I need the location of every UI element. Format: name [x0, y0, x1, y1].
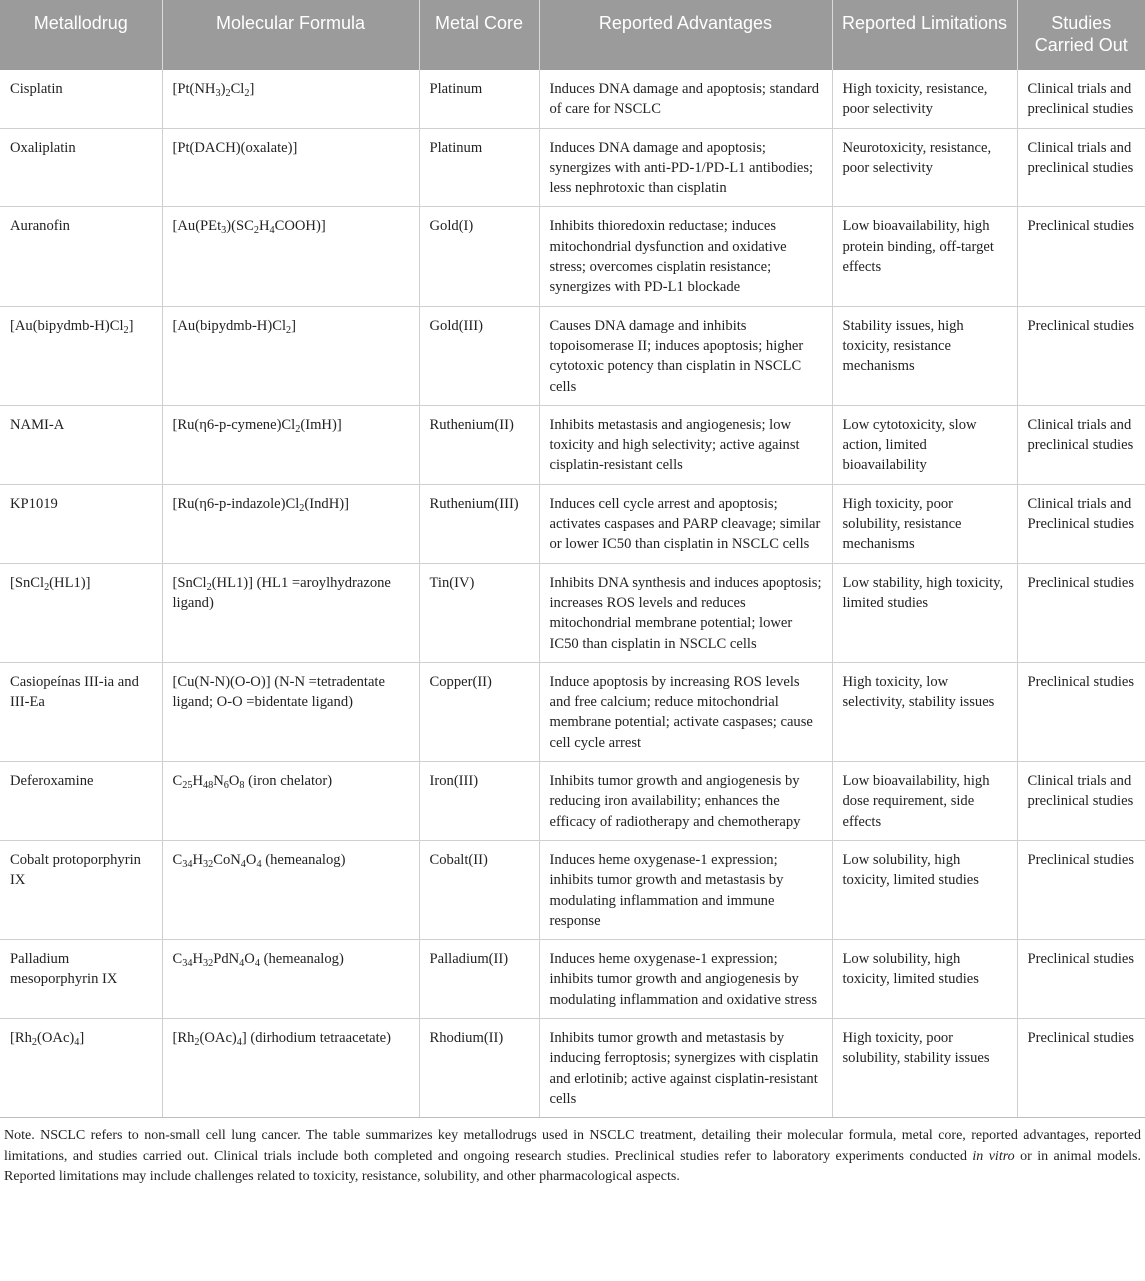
- cell-metallodrug: KP1019: [0, 484, 162, 563]
- table-row: [0, 1018, 1145, 1117]
- table-body: [0, 70, 1145, 1118]
- cell-studies-carried-out: Preclinical studies: [1017, 940, 1145, 1019]
- cell-metal-core: Ruthenium(II): [419, 405, 539, 484]
- cell-molecular-formula: [Pt(DACH)(oxalate)]: [162, 128, 419, 207]
- cell-metallodrug: Cobalt protoporphyrin IX: [0, 840, 162, 939]
- cell-reported-limitations: High toxicity, poor solubility, stability issues: [832, 1018, 1017, 1117]
- cell-molecular-formula: [Cu(N-N)(O-O)] (N-N =tetradentate ligand; O-O =bidentate ligand): [162, 662, 419, 761]
- table-note: [0, 1118, 1145, 1188]
- cell-molecular-formula: $[Pt(NH_3)_2Cl_2]$: [162, 70, 419, 128]
- cell-studies-carried-out: Clinical trials and Preclinical studies: [1017, 484, 1145, 563]
- table-row: [0, 128, 1145, 207]
- cell-studies-carried-out: Preclinical studies: [1017, 306, 1145, 405]
- cell-metallodrug: Oxaliplatin: [0, 128, 162, 207]
- cell-reported-limitations: Neurotoxicity, resistance, poor selectivity: [832, 128, 1017, 207]
- cell-metallodrug: Deferoxamine: [0, 762, 162, 841]
- table-row: [0, 762, 1145, 841]
- table-row: [0, 662, 1145, 761]
- cell-reported-advantages: Inhibits DNA synthesis and induces apoptosis; increases ROS levels and reduces mitochondrial membrane potential; lower IC50 than cisplatin in NSCLC cells: [539, 563, 832, 662]
- cell-metal-core: Iron(III): [419, 762, 539, 841]
- cell-reported-advantages: Induces heme oxygenase-1 expression; inhibits tumor growth and angiogenesis by modulating inflammation and oxidative stress: [539, 940, 832, 1019]
- cell-metallodrug: Casiopeínas III-ia and III-Ea: [0, 662, 162, 761]
- cell-reported-limitations: Stability issues, high toxicity, resistance mechanisms: [832, 306, 1017, 405]
- cell-reported-limitations: High toxicity, poor solubility, resistance mechanisms: [832, 484, 1017, 563]
- cell-studies-carried-out: Clinical trials and preclinical studies: [1017, 762, 1145, 841]
- cell-reported-advantages: Causes DNA damage and inhibits topoisomerase II; induces apoptosis; higher cytotoxic potency than cisplatin in NSCLC cells: [539, 306, 832, 405]
- cell-reported-advantages: Induces DNA damage and apoptosis; synergizes with anti-PD-1/PD-L1 antibodies; less nephrotoxic than cisplatin: [539, 128, 832, 207]
- cell-molecular-formula: $[Au(PEt_3)(SC_2H_4COOH)]$: [162, 207, 419, 306]
- cell-reported-advantages: Induces heme oxygenase-1 expression; inhibits tumor growth and metastasis by modulating inflammation and immune response: [539, 840, 832, 939]
- cell-reported-limitations: High toxicity, low selectivity, stability issues: [832, 662, 1017, 761]
- header-metal-core: Metal Core: [419, 0, 539, 70]
- cell-studies-carried-out: Preclinical studies: [1017, 563, 1145, 662]
- cell-reported-advantages: Induce apoptosis by increasing ROS levels and free calcium; reduce mitochondrial membrane potential; activate caspases; cause cell cycle arrest: [539, 662, 832, 761]
- cell-metal-core: Platinum: [419, 128, 539, 207]
- cell-reported-limitations: Low solubility, high toxicity, limited studies: [832, 840, 1017, 939]
- cell-molecular-formula: $[Ru(\eta 6-p-indazole)Cl_2(IndH)]$: [162, 484, 419, 563]
- cell-molecular-formula: $[Rh_2(OAc)_4]$ (dirhodium tetraacetate): [162, 1018, 419, 1117]
- cell-metallodrug: Palladium mesoporphyrin IX: [0, 940, 162, 1019]
- cell-metallodrug: $[Rh_2(OAc)_4]$: [0, 1018, 162, 1117]
- cell-studies-carried-out: Clinical trials and preclinical studies: [1017, 70, 1145, 128]
- table-header: [0, 0, 1145, 70]
- cell-metal-core: Gold(III): [419, 306, 539, 405]
- cell-reported-advantages: Inhibits metastasis and angiogenesis; low toxicity and high selectivity; active against cisplatin-resistant cells: [539, 405, 832, 484]
- cell-metal-core: Palladium(II): [419, 940, 539, 1019]
- header-reported-advantages: Reported Advantages: [539, 0, 832, 70]
- cell-metallodrug: Auranofin: [0, 207, 162, 306]
- cell-studies-carried-out: Clinical trials and preclinical studies: [1017, 405, 1145, 484]
- cell-reported-advantages: Induces DNA damage and apoptosis; standard of care for NSCLC: [539, 70, 832, 128]
- header-studies-carried-out: Studies Carried Out: [1017, 0, 1145, 70]
- cell-metal-core: Cobalt(II): [419, 840, 539, 939]
- cell-metallodrug: NAMI-A: [0, 405, 162, 484]
- cell-reported-limitations: Low stability, high toxicity, limited studies: [832, 563, 1017, 662]
- table-row: [0, 484, 1145, 563]
- cell-reported-advantages: Inhibits tumor growth and angiogenesis by reducing iron availability; enhances the efficacy of radiotherapy and chemotherapy: [539, 762, 832, 841]
- cell-studies-carried-out: Preclinical studies: [1017, 207, 1145, 306]
- cell-metallodrug: Cisplatin: [0, 70, 162, 128]
- table-row: [0, 70, 1145, 128]
- cell-metal-core: Ruthenium(III): [419, 484, 539, 563]
- cell-reported-limitations: Low bioavailability, high protein binding, off-target effects: [832, 207, 1017, 306]
- header-row: [0, 0, 1145, 70]
- cell-studies-carried-out: Preclinical studies: [1017, 840, 1145, 939]
- cell-molecular-formula: $[Au(bipydmb-H)Cl_2]$: [162, 306, 419, 405]
- cell-metal-core: Platinum: [419, 70, 539, 128]
- cell-reported-advantages: Inhibits thioredoxin reductase; induces mitochondrial dysfunction and oxidative stress; overcomes cisplatin resistance; synergizes with PD-L1 blockade: [539, 207, 832, 306]
- table-row: [0, 207, 1145, 306]
- cell-reported-advantages: Inhibits tumor growth and metastasis by inducing ferroptosis; synergizes with cisplatin and erlotinib; active against cisplatin-resistant cells: [539, 1018, 832, 1117]
- cell-reported-limitations: Low cytotoxicity, slow action, limited bioavailability: [832, 405, 1017, 484]
- table-row: [0, 840, 1145, 939]
- table-row: [0, 405, 1145, 484]
- cell-metallodrug: [SnCl$_2$(HL1)]: [0, 563, 162, 662]
- cell-metal-core: Rhodium(II): [419, 1018, 539, 1117]
- header-metallodrug: Metallodrug: [0, 0, 162, 70]
- cell-metallodrug: $[Au(bipydmb-H)Cl_2]$: [0, 306, 162, 405]
- header-reported-limitations: Reported Limitations: [832, 0, 1017, 70]
- cell-studies-carried-out: Preclinical studies: [1017, 1018, 1145, 1117]
- table-row: [0, 940, 1145, 1019]
- cell-molecular-formula: $C_{25}H_{48}N_6O_8$ (iron chelator): [162, 762, 419, 841]
- table-row: [0, 306, 1145, 405]
- cell-studies-carried-out: Preclinical studies: [1017, 662, 1145, 761]
- table-row: [0, 563, 1145, 662]
- cell-molecular-formula: $C_{34}H_{32}PdN_4O_4$ (hemeanalog): [162, 940, 419, 1019]
- note-text-start: Note. NSCLC refers to non-small cell lung cancer. The table summarizes key metallodrugs used in NSCLC treatment, detailing their molecular formula, metal core, reported advantages, reported limitations, and studies carried out. Clinical trials include both completed and ongoing research studies. Preclinical studies refer to laboratory experiments conducted: [4, 1128, 1141, 1164]
- note-text-end: or in animal models. Reported limitations may include challenges related to toxicity, resistance, solubility, and other pharmacological aspects.: [4, 1148, 1142, 1185]
- cell-molecular-formula: $[Ru(\eta 6-p-cymene)Cl_2(ImH)]$: [162, 405, 419, 484]
- cell-reported-limitations: High toxicity, resistance, poor selectivity: [832, 70, 1017, 128]
- cell-metal-core: Tin(IV): [419, 563, 539, 662]
- cell-metal-core: Copper(II): [419, 662, 539, 761]
- cell-reported-limitations: Low solubility, high toxicity, limited studies: [832, 940, 1017, 1019]
- cell-reported-limitations: Low bioavailability, high dose requirement, side effects: [832, 762, 1017, 841]
- cell-metal-core: Gold(I): [419, 207, 539, 306]
- note-italic-in-vitro: in vitro: [972, 1148, 1015, 1164]
- cell-molecular-formula: $C_{34}H_{32}CoN_4O_4$ (hemeanalog): [162, 840, 419, 939]
- cell-molecular-formula: [SnCl$_2$(HL1)] (HL1 =aroylhydrazone ligand): [162, 563, 419, 662]
- cell-reported-advantages: Induces cell cycle arrest and apoptosis; activates caspases and PARP cleavage; similar or lower IC50 than cisplatin in NSCLC cells: [539, 484, 832, 563]
- cell-studies-carried-out: Clinical trials and preclinical studies: [1017, 128, 1145, 207]
- header-molecular-formula: Molecular Formula: [162, 0, 419, 70]
